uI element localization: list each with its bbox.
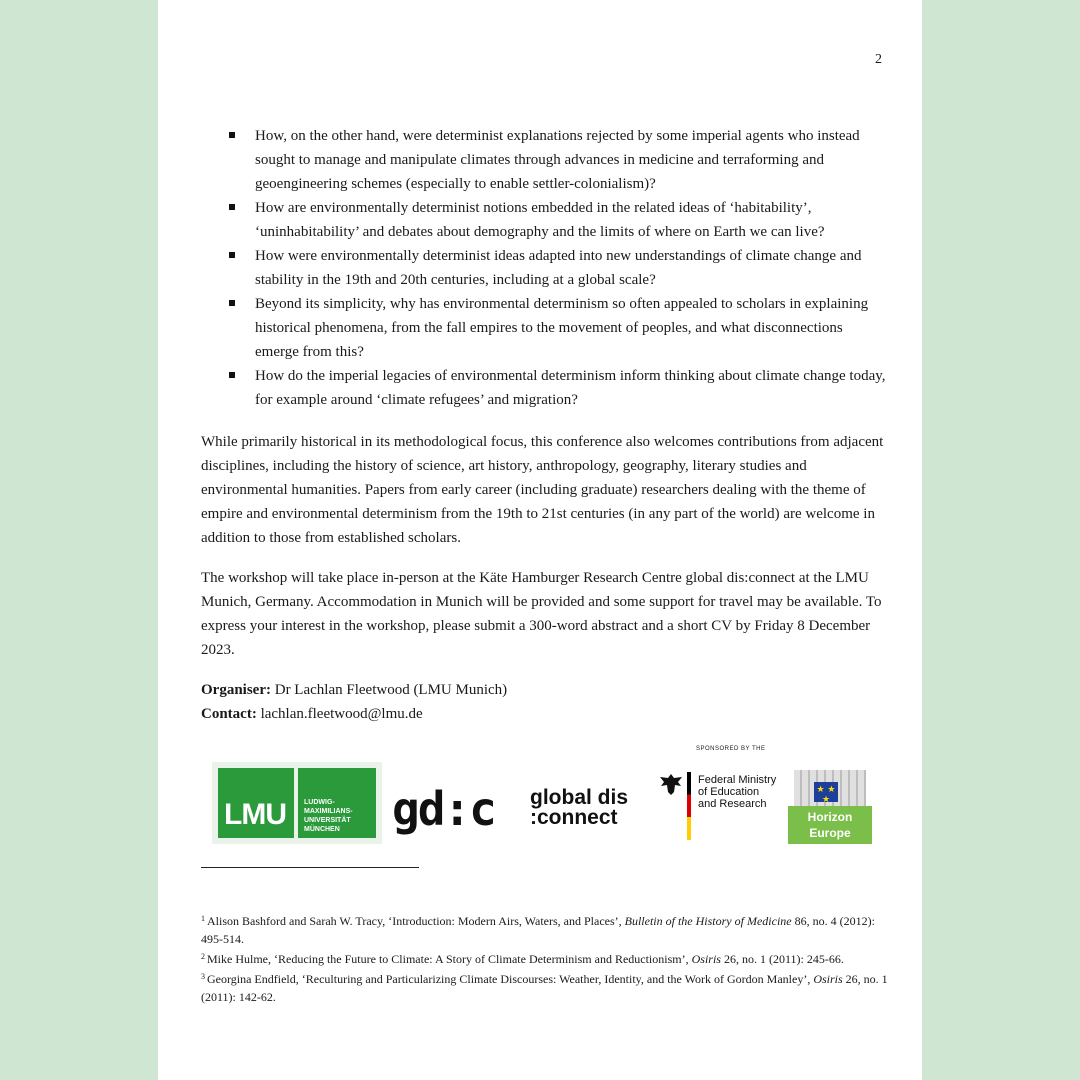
federal-eagle-icon: [658, 772, 684, 796]
footnote: $^1$ Alison Bashford and Sarah W. Tracy, ‘Introduction: Modern Airs, Waters, and Places’, Bulletin of the History of Medicine 86, no. 4 (2012): 495-514.: [201, 914, 875, 946]
sponsored-by-label: SPONSORED BY THE: [696, 746, 766, 752]
list-item: How, on the other hand, were determinist explanations rejected by some imperial agents who instead sought to manage and manipulate climates through advances in medicine and terraforming and geoengineering schemes (especially to enable settler-colonialism)?: [229, 124, 889, 196]
square-bullet-icon: [229, 132, 235, 138]
footnote: $^2$ Mike Hulme, ‘Reducing the Future to Climate: A Story of Climate Determinism and Reductionism’, Osiris 26, no. 1 (2011): 245-66.: [201, 952, 844, 966]
german-flag-stripe: [687, 772, 691, 840]
workshop-paragraph: The workshop will take place in-person at the Käte Hamburger Research Centre global dis:connect at the LMU Munich, Germany. Accommodation in Munich will be provided and some support for travel may be available. To express your interest in the workshop, please submit a 300-word abstract and a short CV by Friday 8 December 2023.: [201, 570, 882, 658]
horizon-europe-label: Horizon Europe: [788, 806, 872, 844]
list-item: How do the imperial legacies of environmental determinism inform thinking about climate change today, for example around ‘climate refugees’ and migration?: [229, 364, 889, 412]
contact-email[interactable]: lachlan.fleetwood@lmu.de: [260, 706, 423, 722]
square-bullet-icon: [229, 252, 235, 258]
list-item: How were environmentally determinist ideas adapted into new understandings of climate change and stability in the 19th and 20th centuries, including at a global scale?: [229, 244, 889, 292]
square-bullet-icon: [229, 204, 235, 210]
lmu-logo: [212, 762, 382, 844]
page-number: 2: [875, 52, 882, 67]
disciplines-paragraph: While primarily historical in its methodological focus, this conference also welcomes contributions from adjacent disciplines, including the history of science, art history, anthropology, geography, literary studies and environmental humanities. Papers from early career (including graduate) researchers dealing with the theme of empire and environmental determinism from the 19th to 21st centuries (in any part of the world) are welcome in addition to those from established scholars.: [201, 434, 884, 546]
contact-line: Contact: lachlan.fleetwood@lmu.de: [201, 706, 423, 722]
square-bullet-icon: [229, 300, 235, 306]
global-disconnect-logo: global dis :connect: [530, 786, 629, 829]
lmu-name: LUDWIG- MAXIMILIANS- UNIVERSITÄT MÜNCHEN: [298, 768, 376, 838]
organiser-line: Organiser: Dr Lachlan Fleetwood (LMU Munich): [201, 682, 508, 698]
footnotes: [201, 910, 891, 1006]
footnote-divider: [201, 867, 419, 868]
contact-block: [201, 678, 507, 726]
lmu-mark: LMU: [218, 768, 294, 838]
list-item: How are environmentally determinist notions embedded in the related ideas of ‘habitability’, ‘uninhabitability’ and debates about demography and the limits of where on Earth we can live?: [229, 196, 889, 244]
document-page: [158, 0, 922, 1080]
question-list: [229, 124, 889, 412]
horizon-europe-logo: [788, 770, 872, 844]
gdc-logo: gd:c: [392, 782, 495, 836]
bmbf-logo-text: Federal Ministry of Education and Research: [698, 774, 777, 810]
eu-flag-icon: ★ ★ ★: [814, 782, 838, 802]
footnote: $^3$ Georgina Endfield, ‘Reculturing and Particularizing Climate Discourses: Weather, Identity, and the Work of Gordon Manley’, Osiris 26, no. 1 (2011): 142-62.: [201, 972, 888, 1004]
square-bullet-icon: [229, 372, 235, 378]
list-item: Beyond its simplicity, why has environmental determinism so often appealed to scholars in explaining historical phenomena, from the fall empires to the movement of peoples, and what disconnections emerge from this?: [229, 292, 889, 364]
